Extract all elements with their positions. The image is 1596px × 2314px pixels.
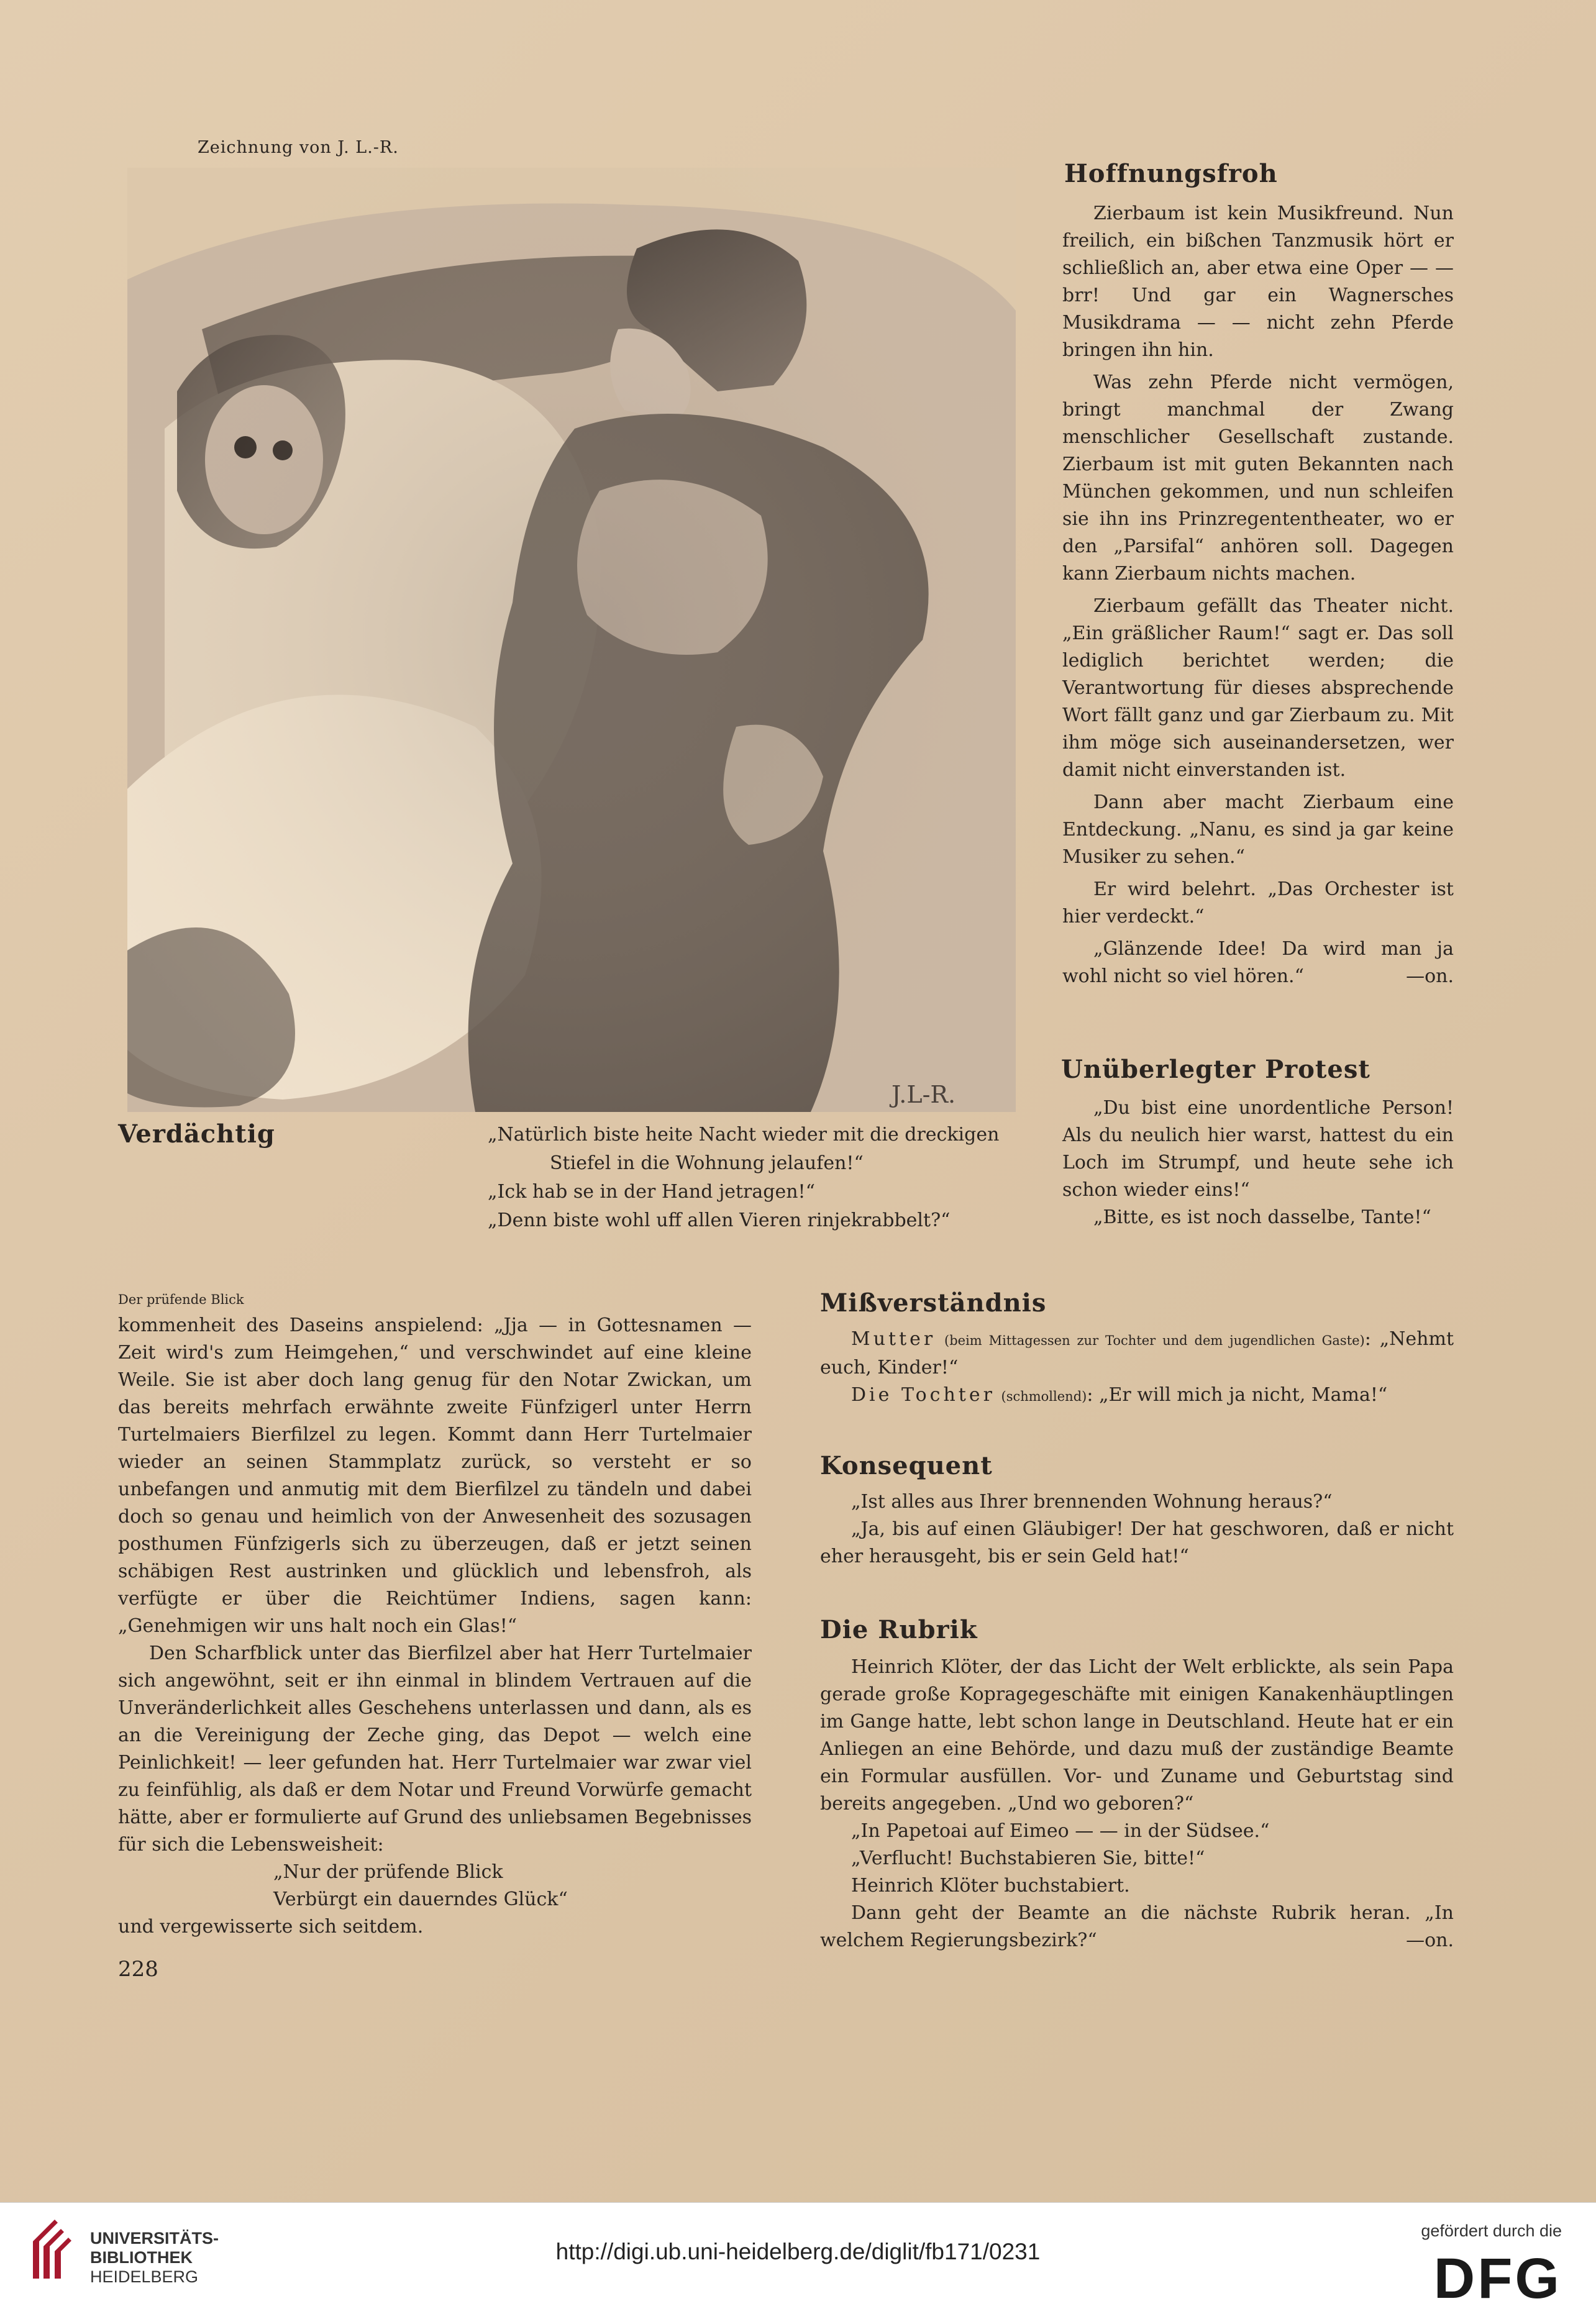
dialogue: : „Er will mich ja nicht, Mama!“ — [1087, 1384, 1388, 1406]
paragraph — [820, 1326, 1454, 1382]
caption-line: „Ick hab se in der Hand jetragen!“ — [488, 1181, 815, 1203]
article-title: Mißverständnis — [820, 1288, 1047, 1318]
article-body — [820, 1488, 1454, 1570]
source-url-link[interactable]: http://digi.ub.uni-heidelberg.de/diglit/fb171/0231 — [555, 2239, 1041, 2264]
paragraph: Zierbaum ist kein Musikfreund. Nun freilich, ein bißchen Tanzmusik hört er schließlich an, aber etwa eine Oper — — brr! Und gar ein Wagnersches Musikdrama — — nicht zehn Pferde bringen ihn hin. — [1062, 203, 1454, 361]
paragraph: „Bitte, es ist noch dasselbe, Tante!“ — [1093, 1206, 1431, 1228]
dialogue: : „Nehmt euch, Kinder!“ — [820, 1328, 1454, 1378]
paragraph: und vergewisserte sich seitdem. — [118, 1916, 424, 1938]
paragraph — [820, 1382, 1454, 1410]
university-line: HEIDELBERG — [90, 2267, 199, 2286]
dfg-logo: DFG — [1433, 2247, 1562, 2310]
paragraph: Heinrich Klöter buchstabiert. — [851, 1875, 1130, 1897]
paragraph-text: Dann geht der Beamte an die nächste Rubrik heran. „In welchem Regierungsbezirk?“ — [820, 1902, 1454, 1951]
article-body — [1062, 1095, 1454, 1231]
funding-note: gefördert durch die — [1421, 2221, 1562, 2240]
illustration-signature: J.L-R. — [891, 1081, 956, 1108]
article-title: Hoffnungsfroh — [1064, 159, 1278, 188]
verse-line: „Nur der prüfende Blick — [273, 1861, 503, 1883]
charcoal-drawing — [127, 168, 1016, 1112]
caption-dialogue — [488, 1121, 999, 1235]
caption-line: „Denn biste wohl uff allen Vieren rinjekrabbelt?“ — [488, 1209, 951, 1231]
article-body — [820, 1654, 1454, 1954]
author-signoff: —on. — [1406, 965, 1454, 987]
article-title: Unüberlegter Protest — [1061, 1055, 1370, 1084]
paragraph: „Du bist eine unordentliche Person! Als du neulich hier warst, hattest du ein Loch im Strumpf, und heute sehe ich schon wieder eins!“ — [1062, 1097, 1454, 1201]
paragraph — [1062, 936, 1454, 990]
page-number: 228 — [118, 1957, 158, 1982]
paragraph: Heinrich Klöter, der das Licht der Welt erblickte, als sein Papa gerade große Kopragegeschäfte mit einigen Kanakenhäuptlingen im Gange hatte, lebt schon lange in Deutschland. Heute hat er ein Anliegen an eine Behörde, und dazu muß der zuständige Beamte ein Formular ausfüllen. Vor- und Zuname und Geburtstag sind bereits angegeben. „Und wo geboren?“ — [820, 1656, 1454, 1815]
library-footer — [0, 2202, 1596, 2314]
paragraph: Was zehn Pferde nicht vermögen, bringt manchmal der Zwang menschlicher Gesellschaft zustande. Zierbaum ist mit guten Bekannten nach München gekommen, und nun schleifen sie ihn ins Prinzregententheater, wo er den „Parsifal“ anhören soll. Dagegen kann Zierbaum nichts machen. — [1062, 371, 1454, 585]
paragraph: Den Scharfblick unter das Bierfilzel aber hat Herr Turtelmaier sich angewöhnt, seit er ihn einmal in blindem Vertrauen auf die Unveränderlichkeit alles Geschehens unterlassen und dann, als es an die Vereinigung der Zeche ging, das Depot — welch eine Peinlichkeit! — leer gefunden hat. Herr Turtelmaier war zwar viel zu feinfühlig, als daß er dem Notar und Freund Vorwürfe gemacht hätte, aber er formulierte auf Grund des unliebsamen Begebnisses für sich die Lebensweisheit: — [118, 1642, 752, 1856]
article-title: Der prüfende Blick — [118, 1292, 244, 1307]
article-title: Die Rubrik — [820, 1615, 978, 1644]
paragraph: „In Papetoai auf Eimeo — — in der Südsee.“ — [851, 1820, 1270, 1842]
university-line: BIBLIOTHEK — [90, 2248, 193, 2267]
caption-line: „Natürlich biste heite Nacht wieder mit die dreckigen — [488, 1124, 1000, 1146]
stage-direction: (schmollend) — [1001, 1389, 1087, 1404]
article-body — [1062, 200, 1454, 990]
caption-line: Stiefel in die Wohnung jelaufen!“ — [550, 1152, 864, 1174]
paragraph: „Ja, bis auf einen Gläubiger! Der hat geschworen, daß er nicht eher herausgeht, bis er sein Geld hat!“ — [820, 1518, 1454, 1567]
paragraph: „Ist alles aus Ihrer brennenden Wohnung heraus?“ — [851, 1491, 1333, 1513]
paragraph: Er wird belehrt. „Das Orchester ist hier verdeckt.“ — [1062, 878, 1454, 927]
paragraph: kommenheit des Daseins anspielend: „Jja — in Gottesnamen — Zeit wird's zum Heimgehen,“ und verschwindet auf eine kleine Weile. Sie ist aber doch lang genug für den Notar Zwickan, um das bereits mehrfach erwähnte zweite Fünfzigerl unter Herrn Turtelmaiers Bierfilzel zu legen. Kommt dann Herr Turtelmaier wieder an seinen Stammplatz zurück, so versteht er so unbefangen und anmutig mit dem Bierfilzel zu tändeln und dabei doch so genau und heimlich von der Anwesenheit des sozusagen posthumen Fünfzigerls sich zu überzeugen, daß er jetzt seinen schäbigen Rest austrinken und glücklich und lebensfroh, als verfügte er über die Reichtümer Indiens, sagen kann: „Genehmigen wir uns halt noch ein Glas!“ — [118, 1314, 752, 1637]
illustration — [127, 168, 1016, 1112]
stage-direction: (beim Mittagessen zur Tochter und dem jugendlichen Gaste) — [944, 1333, 1365, 1348]
speaker: Mutter — [851, 1328, 936, 1350]
paragraph: Zierbaum gefällt das Theater nicht. „Ein gräßlicher Raum!“ sagt er. Das soll lediglich berichtet werden; die Verantwortung für dieses absprechende Wort fällt ganz und gar Zierbaum zu. Mit ihm möge sich auseinandersetzen, wer damit nicht einverstanden ist. — [1062, 595, 1454, 781]
paragraph: Dann aber macht Zierbaum eine Entdeckung. „Nanu, es sind ja gar keine Musiker zu sehen.“ — [1062, 791, 1454, 868]
speaker: Die Tochter — [851, 1384, 995, 1406]
illustration-credit: Zeichnung von J. L.-R. — [198, 138, 399, 157]
university-line: UNIVERSITÄTS- — [90, 2229, 219, 2248]
paragraph — [820, 1900, 1454, 1954]
article-body — [118, 1312, 752, 1941]
paragraph-text: „Glänzende Idee! Da wird man ja wohl nicht so viel hören.“ — [1062, 938, 1454, 987]
caption-title: Verdächtig — [118, 1119, 275, 1149]
author-signoff: —on. — [1406, 1929, 1454, 1951]
article-body — [820, 1326, 1454, 1410]
article-title: Konsequent — [820, 1451, 993, 1480]
verse-line: Verbürgt ein dauerndes Glück“ — [273, 1888, 568, 1910]
paragraph: „Verflucht! Buchstabieren Sie, bitte!“ — [851, 1847, 1205, 1869]
